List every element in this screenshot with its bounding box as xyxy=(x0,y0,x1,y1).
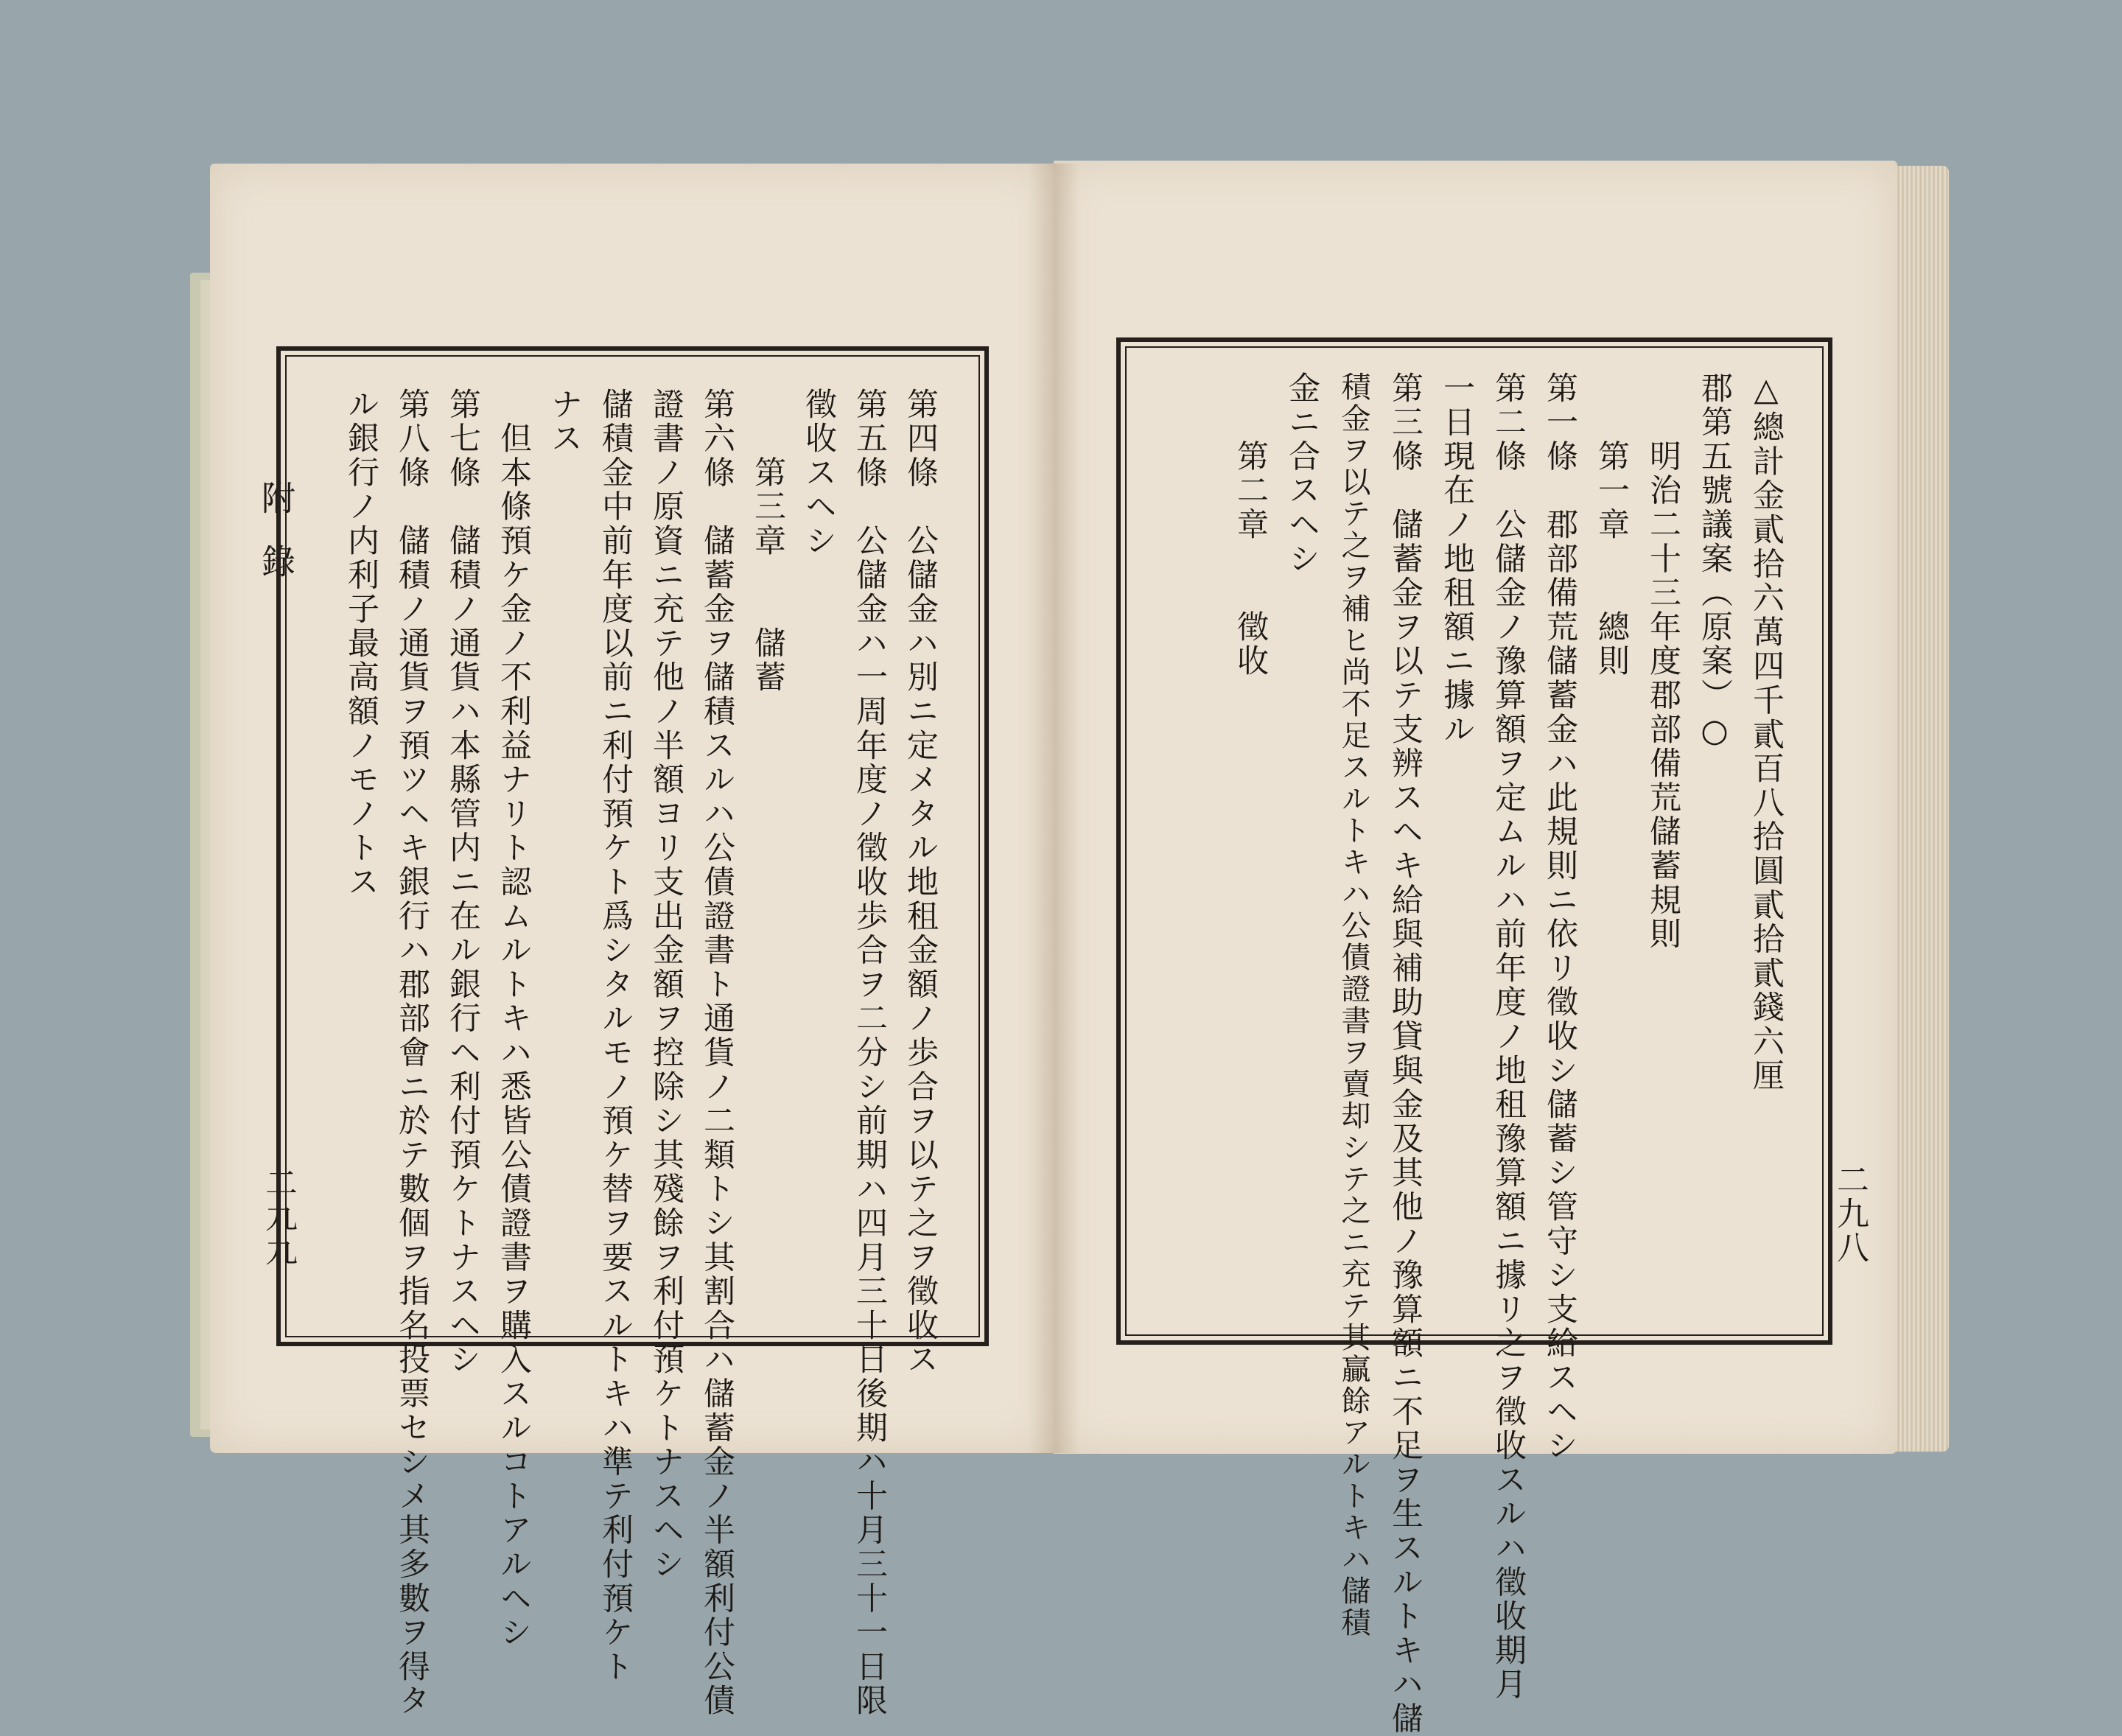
section-heading: 第一章 總則 xyxy=(1593,371,1630,679)
text-line: ル銀行ノ内利子最高額ノモノトス xyxy=(343,388,379,900)
text-line: 第八條 儲積ノ通貨ヲ預ツヘキ銀行ハ郡部會ニ於テ數個ヲ指名投票セシメ其多數ヲ得タ xyxy=(393,388,430,1718)
right-page-number: 二九八 xyxy=(1831,1163,1869,1264)
text-line: 第二條 公儲金ノ豫算額ヲ定ムルハ前年度ノ地租豫算額ニ據リ之ヲ徵收スルハ徵收期月 xyxy=(1490,371,1527,1702)
text-line: 但本條預ケ金ノ不利益ナリト認ムルトキハ悉皆公債證書ヲ購入スルコトアルヘシ xyxy=(495,388,532,1651)
book-gutter xyxy=(1028,164,1079,1453)
left-page-number: 二九九 xyxy=(259,1166,297,1267)
running-head: 附錄 xyxy=(256,480,296,607)
bill-heading: 郡第五號議案（原案）○ xyxy=(1696,371,1733,752)
text-line: 一日現在ノ地租額ニ據ル xyxy=(1438,371,1475,747)
regulation-title: 明治二十三年度郡部備荒儲蓄規則 xyxy=(1645,371,1681,952)
text-line: 第七條 儲積ノ通貨ハ本縣管内ニ在ル銀行ヘ利付預ケトナスヘシ xyxy=(444,388,481,1377)
text-line: 儲積金中前年度以前ニ利付預ケト爲シタルモノ預ケ替ヲ要スルトキハ準テ利付預ケト xyxy=(597,388,634,1684)
total-amount-line: △總計金貳拾六萬四千貳百八拾圓貳拾貳錢六厘 xyxy=(1748,371,1785,1093)
text-line: 第五條 公儲金ハ一周年度ノ徵收歩合ヲ二分シ前期ハ四月三十日後期ハ十月三十一日限 xyxy=(851,388,888,1718)
text-line: 徵收スヘシ xyxy=(800,388,837,559)
left-text-frame xyxy=(276,346,989,1718)
section-heading: 第三章 儲蓄 xyxy=(749,388,786,695)
section-heading: 第二章 徵收 xyxy=(1232,371,1269,679)
text-line: 積金ヲ以テ之ヲ補ヒ尚不足スルトキハ公債證書ヲ賣却シテ之ニ充テ其贏餘アルトキハ儲積 xyxy=(1337,371,1370,1639)
text-line: ナス xyxy=(546,388,583,456)
right-text-frame xyxy=(1116,337,1832,1736)
text-line: 第六條 儲蓄金ヲ儲積スルハ公債證書ト通貨ノ二類トシ其割合ハ儲蓄金ノ半額利付公債 xyxy=(698,388,735,1718)
text-line: 證書ノ原資ニ充テ他ノ半額ヨリ支出金額ヲ控除シ其殘餘ヲ利付預ケトナスヘシ xyxy=(648,388,684,1582)
text-line: 第一條 郡部備荒儲蓄金ハ此規則ニ依リ徵收シ儲蓄シ管守シ支給スヘシ xyxy=(1541,371,1578,1463)
text-line: 第三條 儲蓄金ヲ以テ支辨スヘキ給與補助貸與金及其他ノ豫算額ニ不足ヲ生スルトキハ儲 xyxy=(1387,371,1424,1736)
text-line: 第四條 公儲金ハ別ニ定メタル地租金額ノ歩合ヲ以テ之ヲ徵收ス xyxy=(902,388,939,1377)
text-line: 金ニ合スヘシ xyxy=(1284,371,1320,576)
